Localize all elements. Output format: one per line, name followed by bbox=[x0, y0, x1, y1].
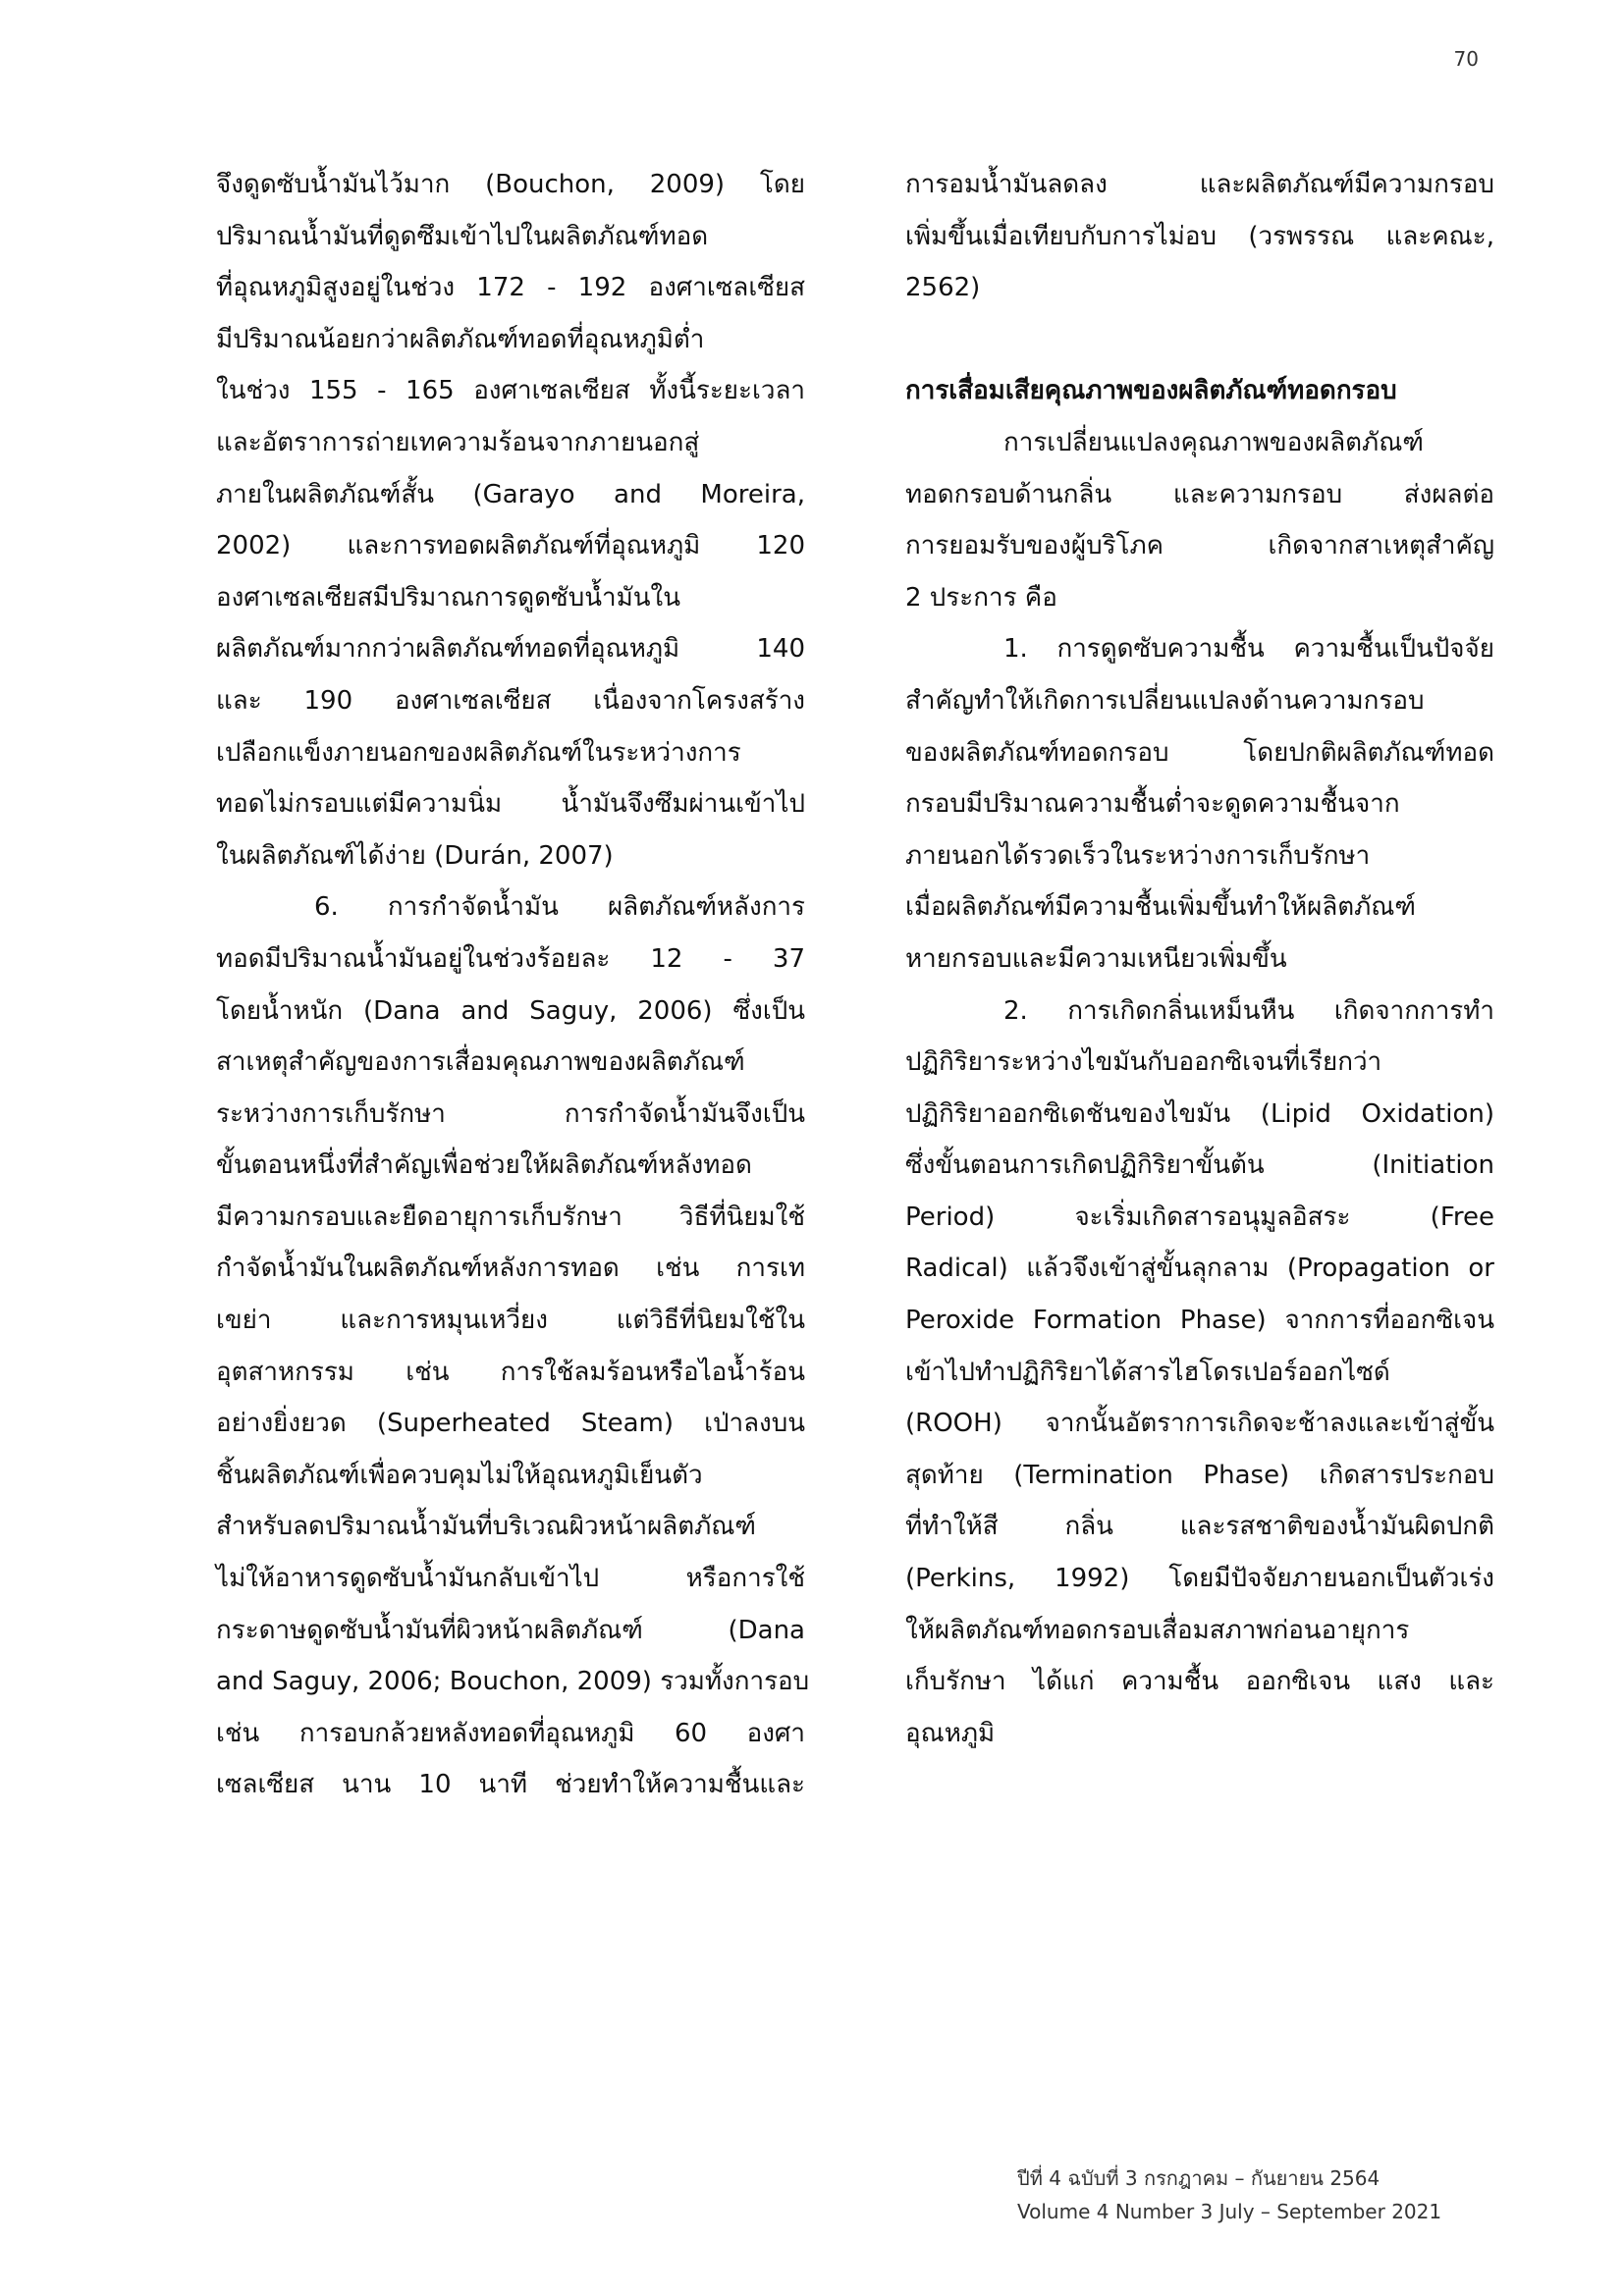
text-line: Period) จะเริ่มเกิดสารอนุมูลอิสระ (Free bbox=[905, 1201, 1494, 1232]
page-number: 70 bbox=[1453, 47, 1479, 71]
text-line: มีปริมาณน้อยกว่าผลิตภัณฑ์ทอดที่อุณหภูมิต่ำ bbox=[216, 324, 705, 354]
section-heading: การเสื่อมเสียคุณภาพของผลิตภัณฑ์ทอดกรอบ bbox=[905, 376, 1397, 406]
text-line: อุณหภูมิ bbox=[905, 1718, 996, 1748]
text-line: เปลือกแข็งภายนอกของผลิตภัณฑ์ในระหว่างการ bbox=[216, 737, 741, 768]
footer-thai: ปีที่ 4 ฉบับที่ 3 กรกฎาคม – กันยายน 2564 bbox=[1017, 2166, 1380, 2190]
right-column-intro bbox=[905, 159, 1494, 314]
text-line: 1. การดูดซับความชื้น ความชื้นเป็นปัจจัย bbox=[1003, 634, 1494, 665]
journal-footer bbox=[1017, 2162, 1441, 2228]
text-line: ทอดไม่กรอบแต่มีความนิ่ม น้ำมันจึงซึมผ่านเข้าไป bbox=[216, 789, 805, 820]
text-line: ขั้นตอนหนึ่งที่สำคัญเพื่อช่วยให้ผลิตภัณฑ์หลังทอด bbox=[216, 1150, 752, 1181]
text-line: กำจัดน้ำมันในผลิตภัณฑ์หลังการทอด เช่น การเท bbox=[216, 1254, 805, 1284]
text-line: อุตสาหกรรม เช่น การใช้ลมร้อนหรือไอน้ำร้อน bbox=[216, 1357, 805, 1387]
text-line: เขย่า และการหมุนเหวี่ยง แต่วิธีที่นิยมใช้ใน bbox=[216, 1306, 805, 1336]
text-line: ในผลิตภัณฑ์ได้ง่าย (Durán, 2007) bbox=[216, 840, 614, 871]
text-line: (Perkins, 1992) โดยมีปัจจัยภายนอกเป็นตัวเร่ง bbox=[905, 1564, 1494, 1594]
text-line: กรอบมีปริมาณความชื้นต่ำจะดูดความชื้นจาก bbox=[905, 789, 1400, 820]
text-line: ในช่วง 155 - 165 องศาเซลเซียส ทั้งนี้ระยะเวลา bbox=[216, 376, 805, 406]
text-line: ที่อุณหภูมิสูงอยู่ในช่วง 172 - 192 องศาเซลเซียส bbox=[216, 273, 805, 303]
text-line: Radical) แล้วจึงเข้าสู่ขั้นลุกลาม (Propagation or bbox=[905, 1254, 1494, 1284]
text-line: เมื่อผลิตภัณฑ์มีความชื้นเพิ่มขึ้นทำให้ผลิตภัณฑ์ bbox=[905, 892, 1416, 923]
text-line: ซึ่งขั้นตอนการเกิดปฏิกิริยาขั้นต้น (Initiation bbox=[905, 1150, 1494, 1181]
text-line: 2 ประการ คือ bbox=[905, 582, 1057, 613]
text-line: ระหว่างการเก็บรักษา การกำจัดน้ำมันจึงเป็น bbox=[216, 1098, 805, 1129]
text-line: ที่ทำให้สี กลิ่น และรสชาติของน้ำมันผิดปกติ bbox=[905, 1512, 1494, 1542]
text-line: ผลิตภัณฑ์มากกว่าผลิตภัณฑ์ทอดที่อุณหภูมิ 140 bbox=[216, 634, 805, 665]
text-line: เก็บรักษา ได้แก่ ความชื้น ออกซิเจน แสง และ bbox=[905, 1667, 1494, 1697]
text-line: ของผลิตภัณฑ์ทอดกรอบ โดยปกติผลิตภัณฑ์ทอด bbox=[905, 737, 1494, 768]
text-line: ทอดกรอบด้านกลิ่น และความกรอบ ส่งผลต่อ bbox=[905, 479, 1494, 509]
text-line: and Saguy, 2006; Bouchon, 2009) รวมทั้งการอบ bbox=[216, 1667, 810, 1697]
text-line: สุดท้าย (Termination Phase) เกิดสารประกอบ bbox=[905, 1460, 1494, 1490]
text-line: เพิ่มขึ้นเมื่อเทียบกับการไม่อบ (วรพรรณ และคณะ, bbox=[905, 221, 1494, 251]
text-line: ภายนอกได้รวดเร็วในระหว่างการเก็บรักษา bbox=[905, 840, 1371, 871]
text-line: 2562) bbox=[905, 273, 981, 303]
text-line: อย่างยิ่งยวด (Superheated Steam) เป่าลงบน bbox=[216, 1409, 805, 1439]
text-line: หายกรอบและมีความเหนียวเพิ่มขึ้น bbox=[905, 943, 1287, 974]
text-line: สำหรับลดปริมาณน้ำมันที่บริเวณผิวหน้าผลิตภัณฑ์ bbox=[216, 1512, 756, 1542]
text-line: Peroxide Formation Phase) จากการที่ออกซิเจน bbox=[905, 1306, 1494, 1336]
text-line: และอัตราการถ่ายเทความร้อนจากภายนอกสู่ bbox=[216, 427, 700, 457]
text-line: มีความกรอบและยืดอายุการเก็บรักษา วิธีที่นิยมใช้ bbox=[216, 1201, 805, 1232]
text-line: ปฏิกิริยาระหว่างไขมันกับออกซิเจนที่เรียกว่า bbox=[905, 1047, 1382, 1078]
right-column-body bbox=[905, 417, 1494, 1759]
footer-english: Volume 4 Number 3 July – September 2021 bbox=[1017, 2200, 1442, 2223]
text-line: 2. การเกิดกลิ่นเหม็นหืน เกิดจากการทำ bbox=[1003, 995, 1494, 1026]
text-line: การยอมรับของผู้บริโภค เกิดจากสาเหตุสำคัญ bbox=[905, 531, 1494, 561]
text-line: กระดาษดูดซับน้ำมันที่ผิวหน้าผลิตภัณฑ์ (Dana bbox=[216, 1615, 805, 1645]
text-line: เข้าไปทำปฏิกิริยาได้สารไฮโดรเปอร์ออกไซด์ bbox=[905, 1357, 1390, 1387]
text-line: เซลเซียส นาน 10 นาที ช่วยทำให้ความชื้นและ bbox=[216, 1770, 805, 1800]
text-line: ให้ผลิตภัณฑ์ทอดกรอบเสื่อมสภาพก่อนอายุการ bbox=[905, 1615, 1410, 1645]
text-line: การอมน้ำมันลดลง และผลิตภัณฑ์มีความกรอบ bbox=[905, 170, 1494, 199]
section-spacer bbox=[905, 314, 1494, 366]
text-line: การเปลี่ยนแปลงคุณภาพของผลิตภัณฑ์ bbox=[1003, 427, 1424, 457]
left-column bbox=[216, 159, 810, 1811]
text-line: ชิ้นผลิตภัณฑ์เพื่อควบคุมไม่ให้อุณหภูมิเย็นตัว bbox=[216, 1460, 703, 1490]
text-line: และ 190 องศาเซลเซียส เนื่องจากโครงสร้าง bbox=[216, 685, 805, 716]
text-line: ภายในผลิตภัณฑ์สั้น (Garayo and Moreira, bbox=[216, 479, 805, 509]
text-line: ปฏิกิริยาออกซิเดชันของไขมัน (Lipid Oxidation) bbox=[905, 1098, 1494, 1129]
text-line: ไม่ให้อาหารดูดซับน้ำมันกลับเข้าไป หรือการใช้ bbox=[216, 1564, 805, 1594]
text-line: 6. การกำจัดน้ำมัน ผลิตภัณฑ์หลังการ bbox=[314, 892, 805, 923]
text-line: เช่น การอบกล้วยหลังทอดที่อุณหภูมิ 60 องศา bbox=[216, 1718, 805, 1748]
text-line: ทอดมีปริมาณน้ำมันอยู่ในช่วงร้อยละ 12 - 37 bbox=[216, 943, 805, 974]
text-line: องศาเซลเซียสมีปริมาณการดูดซับน้ำมันใน bbox=[216, 582, 680, 613]
text-line: สำคัญทำให้เกิดการเปลี่ยนแปลงด้านความกรอบ bbox=[905, 685, 1425, 716]
text-line: สาเหตุสำคัญของการเสื่อมคุณภาพของผลิตภัณฑ์ bbox=[216, 1047, 745, 1078]
text-line: โดยน้ำหนัก (Dana and Saguy, 2006) ซึ่งเป็น bbox=[216, 995, 805, 1026]
text-line: จึงดูดซับน้ำมันไว้มาก (Bouchon, 2009) โดย bbox=[216, 170, 805, 199]
text-line: 2002) และการทอดผลิตภัณฑ์ที่อุณหภูมิ 120 bbox=[216, 531, 805, 561]
text-line: ปริมาณน้ำมันที่ดูดซึมเข้าไปในผลิตภัณฑ์ทอด bbox=[216, 221, 709, 251]
text-line: (ROOH) จากนั้นอัตราการเกิดจะช้าลงและเข้าสู่ขั้น bbox=[905, 1409, 1494, 1439]
right-column bbox=[905, 159, 1494, 1759]
